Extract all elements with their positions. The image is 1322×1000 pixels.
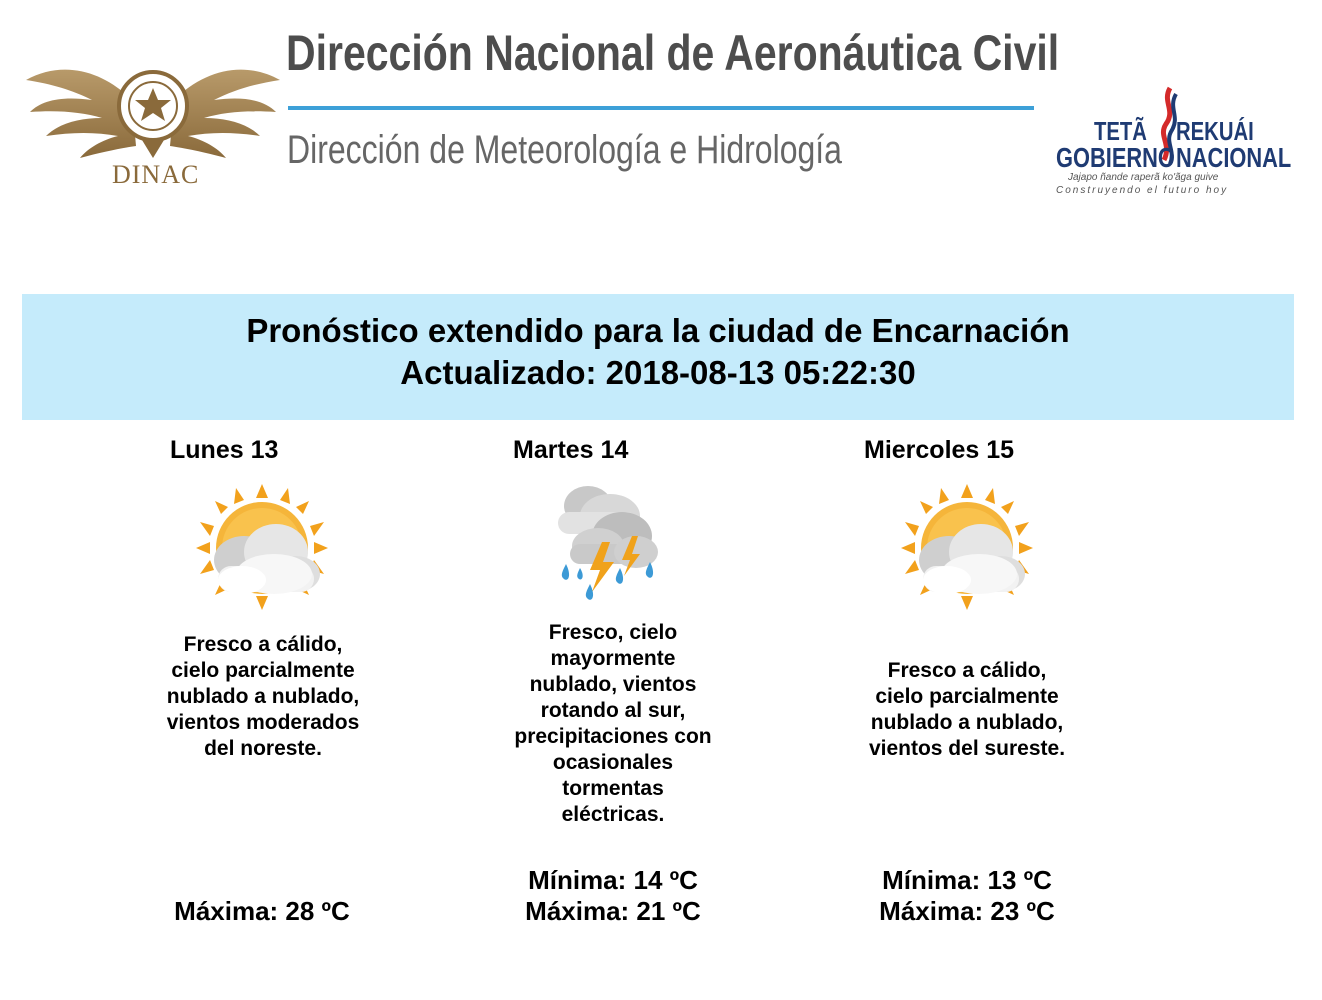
- title-divider: [288, 106, 1034, 110]
- day-description: Fresco a cálido, cielo parcialmente nublado a nublado, vientos moderados del noreste.: [166, 633, 360, 760]
- org-title: Dirección Nacional de Aeronáutica Civil: [286, 25, 1060, 81]
- forecast-banner: [22, 294, 1294, 420]
- org-subtitle: Dirección de Meteorología e Hidrología: [287, 128, 842, 172]
- gov-tagline-spanish: Construyendo el futuro hoy: [1056, 185, 1229, 196]
- gov-tagline-guarani: Jajapo ñande raperã ko'ãga guive: [1068, 172, 1219, 183]
- header: [0, 0, 1322, 230]
- day-max-temp: Máxima: 28 ºC: [174, 896, 350, 926]
- day-column-martes: [504, 432, 784, 952]
- day-min-temp: Mínima: 14 ºC: [528, 865, 698, 895]
- partly-cloudy-sun-icon: [192, 482, 332, 622]
- gov-logo-line2a: GOBIERNO: [1056, 142, 1175, 173]
- gov-logo: [1054, 86, 1292, 202]
- day-min-temp: Mínima: 13 ºC: [882, 865, 1052, 895]
- gov-logo-line1a: TETÃ: [1094, 116, 1147, 146]
- thunderstorm-rain-icon: [540, 476, 680, 616]
- day-max-temp: Máxima: 21 ºC: [525, 896, 701, 926]
- partly-cloudy-sun-icon: [897, 482, 1037, 622]
- gov-logo-line2b: NACIONAL: [1176, 142, 1292, 173]
- day-name: Miercoles 15: [864, 436, 1015, 464]
- page-title: Pronóstico extendido para la ciudad de Encarnación: [246, 312, 1070, 349]
- gov-logo-line1b: REKUÁI: [1176, 116, 1254, 146]
- day-name: Lunes 13: [170, 436, 279, 464]
- day-description: Fresco a cálido, cielo parcialmente nublado a nublado, vientos del sureste.: [868, 659, 1066, 760]
- day-description: Fresco, cielo mayormente nublado, vientos rotando al sur, precipitaciones con ocasionales tormentas eléctricas.: [514, 621, 712, 826]
- day-name: Martes 14: [513, 436, 629, 464]
- day-max-temp: Máxima: 23 ºC: [879, 896, 1055, 926]
- updated-timestamp: Actualizado: 2018-08-13 05:22:30: [400, 354, 916, 391]
- day-column-lunes: [160, 432, 440, 952]
- dinac-logo-text: DINAC: [112, 160, 200, 189]
- day-column-miercoles: [856, 432, 1136, 952]
